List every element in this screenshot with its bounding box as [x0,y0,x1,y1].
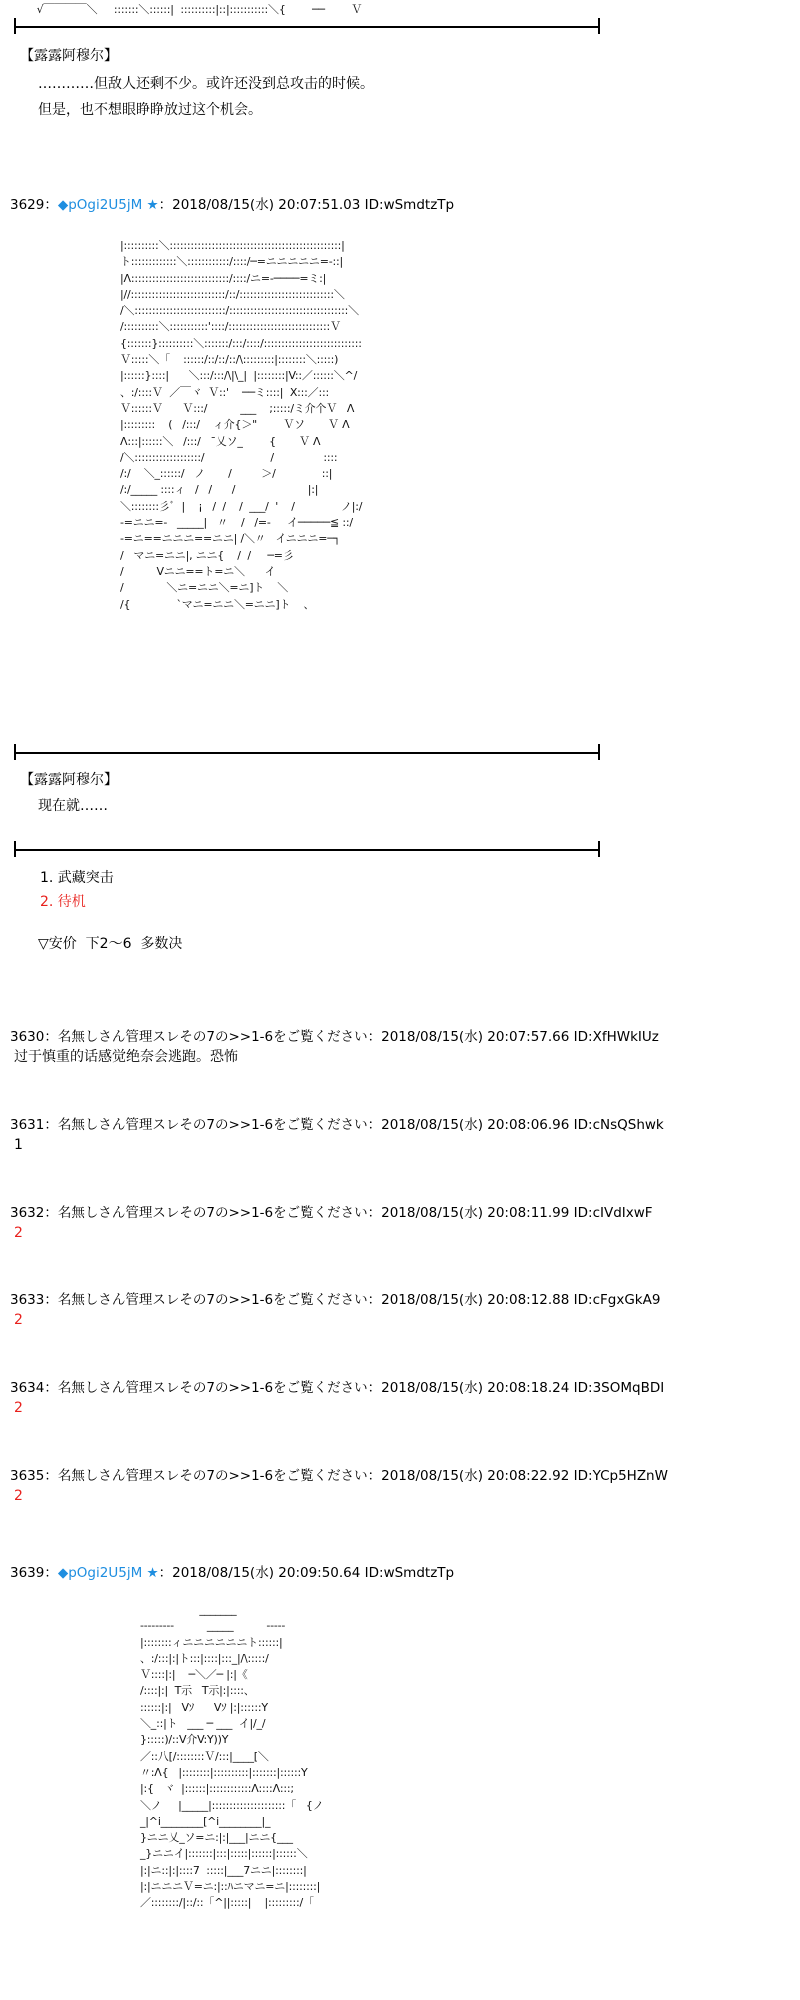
reply-header: 3633：名無しさん管理スレその7の>>1-6をご覧ください：2018/08/15(水) 20:08:12.88 ID:cFgxGkA9 [10,1292,661,1308]
ascii-art-line: |::::::::: ( /:::/ ィ介{＞" Ｖソ Ｖ Λ [120,418,350,432]
divider-tick [598,744,600,760]
reply-body: 2 [14,1488,23,1504]
ascii-art-line: ／::八[/::::::::Ｖ/:::|____[＼ [140,1749,269,1763]
ascii-art-line: |::::::::ィニニニニニニト::::::| [140,1635,283,1649]
vote-option-1: 1. 武藏突击 [40,870,114,886]
ascii-art-line: _|^i________[^i________|_ [140,1814,271,1828]
ascii-art-fragment: √￣￣￣￣＼ :::::::＼::::::| ::::::::::|::|:::::::::::＼{ ── Ｖ [30,3,363,16]
ascii-art-line: ／::::::::/|::/::「^||:::::| |:::::::::/「 [140,1896,314,1910]
ascii-art-line: }ニニ乂_ソ=ニ:|:|___|ニニ{___ [140,1831,293,1845]
ascii-art-line: /:/ ＼_::::::/ ノ / ＞/ ::| [120,467,333,481]
ascii-art-line: |:{ ヾ |::::::|::::::::::::Λ::::Λ:::; [140,1782,294,1796]
reply-body: 过于慎重的话感觉绝奈会逃跑。恐怖 [14,1049,238,1065]
ascii-art-line: /:/_____ ::::ィ / / / |:| [120,483,319,497]
speaker-label: 【露露阿穆尔】 [20,48,118,64]
ascii-art-line: }:::::)/::V介V:Y))Y [140,1733,229,1747]
ascii-art-line: 〃:Λ{ |::::::::|::::::::::|:::::::|::::::Y [140,1765,308,1779]
ascii-art-line: Λ:::|::::::＼ /:::/ ˉ乂ソ_ { Ｖ Λ [120,434,321,448]
divider [14,752,600,754]
post-header [10,1561,454,1581]
ascii-art-line: ＼ノ |_____|:::::::::::::::::::::「 {ノ [140,1798,324,1812]
reply-body: 1 [14,1137,23,1153]
poster-name-link[interactable]: ◆pOgi2U5jM [57,197,143,213]
ascii-art-line: /{ `マニ=ニニ＼=ニニ]ト 、 [120,597,315,611]
ascii-art-line: ＼_::|ト ___ ─ ___ イ|/_/ [140,1717,266,1731]
dialogue-line: …………但敌人还剩不少。或许还没到总攻击的时候。 [38,76,374,92]
reply-body: 2 [14,1400,23,1416]
star-icon: ★ [146,197,159,213]
ascii-art-line: |::::::::::＼:::::::::::::::::::::::::::::::::::::::::::::::::| [120,239,345,252]
ascii-art-line: {:::::::}::::::::::＼:::::::/:::/::::/:::::::::::::::::::::::::::: [120,336,362,350]
ascii-art-line: 、:/::::Ｖ ／￣ヾ Ｖ::' ──ミ::::| X:::／::: [120,385,329,399]
ascii-art-line: 、:/:::|:|ト:::|::::|:::_|/\:::::/ [140,1651,269,1665]
ascii-art-line: -=ニ==ニニニ==ニニ| /＼〃 イニニニ=─┐ [120,532,341,546]
divider-tick [598,18,600,34]
divider-tick [14,18,16,34]
ascii-art-line: Ｖ::::::Ｖ Ｖ:::/ ___ ;:::::/ミ介个Ｖ Λ [120,401,355,415]
dialogue-line: 现在就…… [38,798,108,814]
ascii-art-line: /＼:::::::::::::::::::/ / :::: [120,450,338,464]
reply-body: 2 [14,1312,23,1328]
ascii-art-line: / マニ=ニニ|, ニニ{ / / ─=彡 [120,548,294,562]
ascii-art-line: ::::::|:| Vｿ Vｿ |:|::::::Y [140,1700,268,1714]
post-date-id: ：2018/08/15(水) 20:09:50.64 ID:wSmdtzTp [158,1565,455,1581]
ascii-art-line: /＼::::::::::::::::::::::::::/::::::::::::::::::::::::::::::::::＼ [120,304,359,318]
ascii-art-line: ト:::::::::::::＼::::::::::::/::::/─=ニニニニニ=-::| [120,255,344,269]
reply-header: 3634：名無しさん管理スレその7の>>1-6をご覧ください：2018/08/15(水) 20:08:18.24 ID:3SOMqBDI [10,1380,665,1396]
ascii-art-line: Ｖ:::::＼「 ::::::/::/::/::/\:::::::::|::::::::＼:::::) [120,353,339,367]
ascii-art-line: |//:::::::::::::::::::::::::::/::/:::::::::::::::::::::::::::＼ [120,287,345,301]
reply-body: 2 [14,1225,23,1241]
ascii-art-character [120,238,362,613]
ascii-art-line: /::::|:| T示 T示|:|::::、 [140,1684,255,1698]
post-number: 3639 [10,1565,45,1581]
ascii-art-line: / ＼ニ=ニニ＼=ニ]ト ＼ [120,581,289,595]
divider-tick [14,744,16,760]
ascii-art-line: /::::::::::＼:::::::::::'::::/:::::::::::::::::::::::::::::Ｖ [120,320,341,334]
reply-header: 3632：名無しさん管理スレその7の>>1-6をご覧ください：2018/08/15(水) 20:08:11.99 ID:cIVdIxwF [10,1205,653,1221]
post-number: 3629 [10,197,45,213]
ascii-art-line: / Vニニ==ト=ニ＼ イ [120,564,276,578]
poster-name-link[interactable]: ◆pOgi2U5jM [57,1565,143,1581]
ascii-art-line: ＼::::::::彡ﾞ | ¡ / / / ___/ ' / ノ|:/ [120,499,363,513]
dialogue-line: 但是，也不想眼睁睁放过这个机会。 [38,102,262,118]
vote-option-2: 2. 待机 [40,894,86,910]
ascii-art-line: _}ニニイ|:::::::|:::|:::::|::::::|::::::＼ [140,1847,308,1861]
post-date-id: ：2018/08/15(水) 20:07:51.03 ID:wSmdtzTp [158,197,455,213]
post-header [10,193,454,213]
ascii-art-line: |:|ニ::|:|::::7 :::::|___7ニニ|::::::::| [140,1863,307,1877]
ascii-art-character [140,1602,324,1912]
speaker-label: 【露露阿穆尔】 [20,772,118,788]
reply-header: 3630：名無しさん管理スレその7の>>1-6をご覧ください：2018/08/15(水) 20:07:57.66 ID:XfHWkIUz [10,1029,659,1045]
vote-note: ▽安价 下2～6 多数决 [38,936,183,952]
star-icon: ★ [146,1565,159,1581]
ascii-art-line: Ｖ::::|:| ─＼／─ |:|《 [140,1668,248,1682]
ascii-art-line: |::::::}::::| ＼:::/:::/\|\_| |::::::::|V::／::::::＼^/ [120,369,358,383]
divider-tick [598,841,600,857]
separator: ： [44,197,58,213]
divider-tick [14,841,16,857]
ascii-art-line: |:|ニニニＶ=ニ:|::ﾊニマニ=ニ|::::::::| [140,1880,321,1894]
divider [14,26,600,28]
ascii-art-line: --------- _____ ----- [140,1619,286,1633]
reply-header: 3635：名無しさん管理スレその7の>>1-6をご覧ください：2018/08/15(水) 20:08:22.92 ID:YCp5HZnW [10,1468,668,1484]
ascii-art-line: -=ニニ=- _____| 〃 / /=- イ─────≦ ::/ [120,516,353,530]
ascii-art-line: |Λ::::::::::::::::::::::::::::/::::/ニ=‐────=ミ:| [120,271,327,285]
divider [14,849,600,851]
ascii-art-line: _______ [140,1603,237,1616]
reply-header: 3631：名無しさん管理スレその7の>>1-6をご覧ください：2018/08/15(水) 20:08:06.96 ID:cNsQShwk [10,1117,664,1133]
separator: ： [44,1565,58,1581]
